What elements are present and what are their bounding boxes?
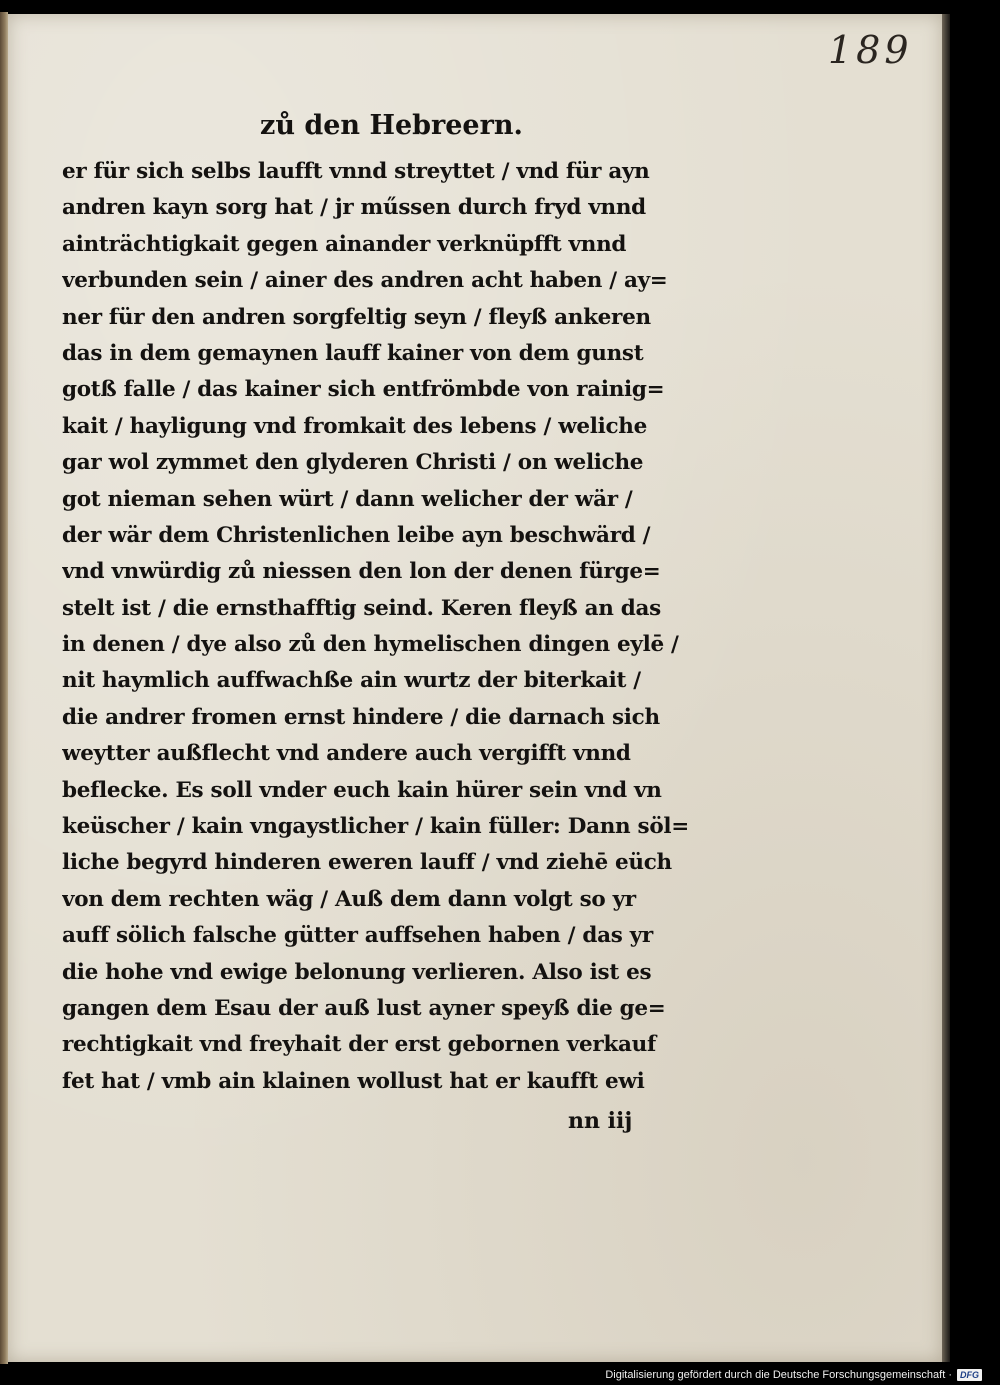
- text-line: die hohe vnd ewige belonung verlieren. Also ist es: [62, 959, 652, 985]
- text-line: in denen / dye also zů den hymelischen dingen eylē /: [62, 632, 679, 658]
- text-line: das in dem gemaynen lauff kainer von dem gunst: [62, 340, 644, 366]
- text-line: weytter außflecht vnd andere auch vergifft vnnd: [62, 741, 631, 767]
- dfg-logo-icon: DFG: [957, 1369, 982, 1381]
- text-line: gangen dem Esau der auß lust ayner speyß die ge=: [62, 995, 666, 1021]
- text-line: liche begyrd hinderen eweren lauff / vnd ziehē eüch: [62, 850, 672, 876]
- page-edge-shadow: [942, 14, 950, 1362]
- text-line: auff sölich falsche gütter auffsehen haben / das yr: [62, 923, 653, 949]
- text-line: ainträchtigkait gegen ainander verknüpfft vnnd: [62, 231, 627, 257]
- book-spine-edge: [0, 12, 8, 1364]
- footer: [605, 1368, 982, 1382]
- text-line: verbunden sein / ainer des andren acht haben / ay=: [62, 268, 668, 294]
- text-line: nit haymlich auffwachße ain wurtz der biterkait /: [62, 668, 641, 694]
- text-line: der wär dem Christenlichen leibe ayn beschwärd /: [62, 522, 651, 548]
- text-line: vnd vnwürdig zů niessen den lon der denen fürge=: [62, 559, 661, 585]
- text-line: die andrer fromen ernst hindere / die darnach sich: [62, 704, 660, 730]
- text-line: beflecke. Es soll vnder euch kain hürer sein vnd vn: [62, 777, 662, 803]
- text-line: gar wol zymmet den glyderen Christi / on weliche: [62, 450, 644, 476]
- text-line: kait / hayligung vnd fromkait des lebens / weliche: [62, 413, 648, 439]
- body-text: [62, 154, 712, 1100]
- text-line: er für sich selbs laufft vnnd streyttet / vnd für ayn: [62, 159, 650, 184]
- signature-mark: nn iij: [568, 1108, 633, 1134]
- text-line: got nieman sehen würt / dann welicher der wär /: [62, 486, 633, 512]
- folio-number: 189: [828, 28, 913, 72]
- text-line: keüscher / kain vngaystlicher / kain füller: Dann söl=: [62, 814, 689, 840]
- text-line: fet hat / vmb ain klainen wollust hat er kaufft ewi: [62, 1068, 645, 1094]
- text-line: von dem rechten wäg / Auß dem dann volgt so yr: [62, 886, 636, 912]
- footer-credit: Digitalisierung gefördert durch die Deutsche Forschungsgemeinschaft ·: [605, 1369, 952, 1381]
- running-head: zů den Hebreern.: [260, 110, 523, 141]
- text-line: ner für den andren sorgfeltig seyn / fleyß ankeren: [62, 304, 651, 330]
- text-line: gotß falle / das kainer sich entfrömbde von rainig=: [62, 377, 665, 403]
- text-line: stelt ist / die ernsthafftig seind. Keren fleyß an das: [62, 595, 661, 621]
- text-line: andren kayn sorg hat / jr műssen durch fryd vnnd: [62, 195, 646, 221]
- text-line: rechtigkait vnd freyhait der erst gebornen verkauf: [62, 1032, 656, 1058]
